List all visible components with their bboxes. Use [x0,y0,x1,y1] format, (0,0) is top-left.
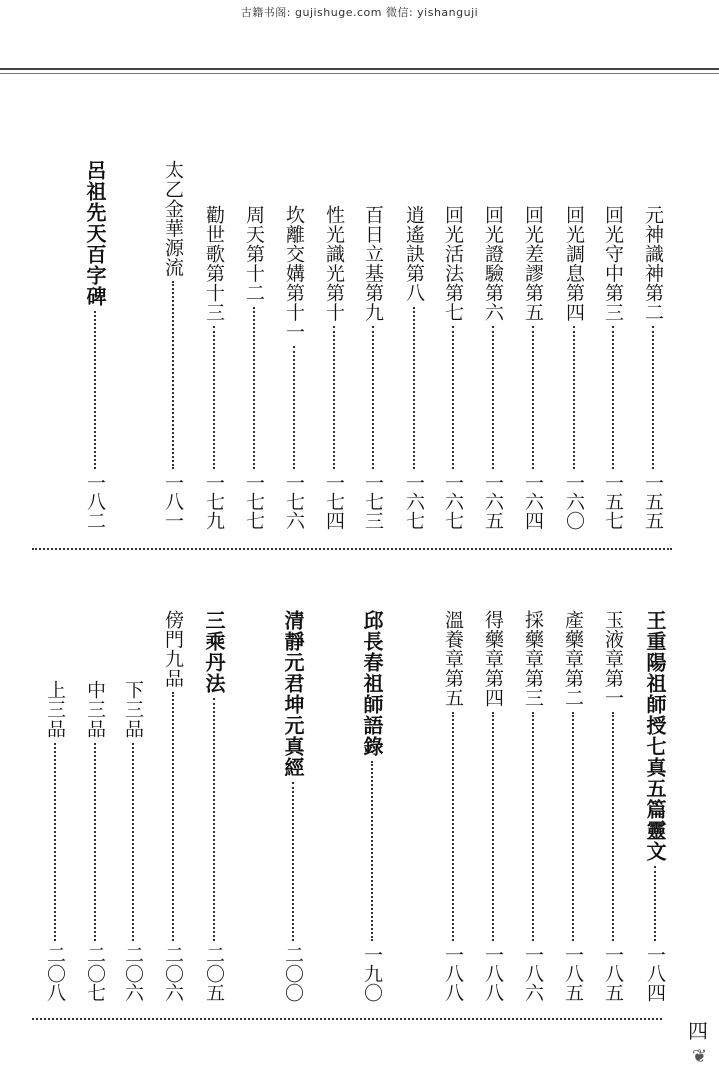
toc-entry-page: 二〇六 [122,945,144,1002]
toc-leader-dots [333,326,335,469]
toc-leader-dots [54,743,56,942]
toc-entry-title: 回光活法第七 [442,205,464,322]
toc-leader-dots [372,326,374,469]
toc-entry [322,205,346,530]
toc-leader-dots [172,281,174,469]
toc-leader-dots [573,326,575,469]
toc-entry [561,610,585,1002]
toc-entry-page: 一七七 [243,473,265,530]
toc-entry-title: 太乙金華源流 [162,160,184,277]
toc-entry-title: 溫養章第五 [442,610,464,708]
toc-entry-title: 清靜元君坤元真經 [281,610,305,778]
toc-leader-dots [94,743,96,942]
toc-entry-title: 坎離交媾第十一 [283,205,305,342]
toc-entry [481,610,505,1002]
toc-leader-dots [213,698,215,941]
toc-entry-page: 一八八 [442,945,464,1002]
toc-entry-title: 下三品 [122,680,144,739]
toc-leader-dots [532,712,534,942]
toc-entry-page: 一八二 [84,473,106,530]
toc-leader-dots [172,692,174,941]
toc-leader-dots [612,712,614,942]
toc-leader-dots [371,761,373,941]
toc-entry [121,680,145,1002]
header-rule [0,68,719,70]
toc-entry [601,610,625,1002]
toc-entry [161,160,185,530]
toc-entry [282,205,306,530]
toc-leader-dots [452,326,454,469]
toc-entry-page: 一六五 [482,473,504,530]
toc-entry-page: 一五七 [602,473,624,530]
toc-entry-title: 採藥章第三 [522,610,544,708]
toc-entry-page: 一七四 [323,473,345,530]
toc-entry-title: 三乘丹法 [202,610,226,694]
toc-entry [83,680,107,1002]
toc-entry-title: 玉液章第一 [602,610,624,708]
toc-leader-dots [132,743,134,942]
toc-entry-title: 產藥章第二 [562,610,584,708]
toc-entry-title: 周天第十二 [243,205,265,303]
toc-entry [521,205,545,530]
toc-leader-dots [532,326,534,469]
toc-entry [202,205,226,530]
toc-entry [441,205,465,530]
toc-entry-page: 一六七 [442,473,464,530]
watermark-text: 古籍书阁: gujishuge.com 微信: yishanguji [240,6,479,19]
toc-entry-page: 一五五 [642,473,664,530]
header-rule-thin [0,73,719,74]
toc-entry-page: 一六七 [403,473,425,530]
toc-entry [601,205,625,530]
toc-entry-page: 一六〇 [563,473,585,530]
toc-entry [361,205,385,530]
toc-entry-page: 二〇七 [84,945,106,1002]
toc-entry-title: 得藥章第四 [482,610,504,708]
toc-leader-dots [572,712,574,942]
toc-entry [521,610,545,1002]
toc-entry-title: 元神識神第二 [642,205,664,322]
toc-entry [161,610,185,1002]
toc-entry-title: 中三品 [84,680,106,739]
toc-entry-title: 邱長春祖師語錄 [360,610,384,757]
toc-leader-dots [492,712,494,942]
toc-entry-page: 一六四 [522,473,544,530]
toc-leader-dots [94,311,96,469]
toc-entry-title: 勸世歌第十三 [203,205,225,322]
toc-entry [242,205,266,530]
toc-leader-dots [293,346,295,470]
toc-entry-page: 一八五 [602,945,624,1002]
toc-leader-dots [652,326,654,469]
toc-leader-dots [413,307,415,470]
toc-entry-page: 二〇〇 [282,945,304,1002]
toc-entry [281,610,305,1002]
toc-entry-title: 回光守中第三 [602,205,624,322]
footer-divider [32,1018,662,1020]
toc-entry-page: 二〇八 [44,945,66,1002]
toc-leader-dots [213,326,215,469]
toc-entry-title: 回光差謬第五 [522,205,544,322]
toc-entry-page: 一八四 [644,945,666,1002]
toc-entry-title: 回光調息第四 [563,205,585,322]
toc-entry-page: 二〇五 [203,945,225,1002]
toc-leader-dots [612,326,614,469]
toc-entry-title: 性光識光第十 [323,205,345,322]
toc-entry-page: 一八一 [162,473,184,530]
toc-leader-dots [253,307,255,470]
toc-entry-title: 回光證驗第六 [482,205,504,322]
toc-leader-dots [452,712,454,942]
section-divider [32,548,672,550]
toc-entry [83,160,107,530]
toc-entry-title: 呂祖先天百字碑 [83,160,107,307]
toc-entry [43,680,67,1002]
toc-entry [441,610,465,1002]
toc-entry-page: 一七六 [283,473,305,530]
toc-entry [481,205,505,530]
toc-leader-dots [492,326,494,469]
scroll-ornament-icon: ❦ [692,1046,708,1067]
toc-entry-page: 一八八 [482,945,504,1002]
toc-entry-title: 百日立基第九 [362,205,384,322]
toc-entry-page: 一八五 [562,945,584,1002]
toc-entry-page: 二〇六 [162,945,184,1002]
toc-leader-dots [654,866,656,941]
toc-entry [641,205,665,530]
toc-entry-page: 一九〇 [361,945,383,1002]
toc-entry [643,610,667,1002]
toc-entry [360,610,384,1002]
toc-entry [402,205,426,530]
toc-entry-title: 逍遙訣第八 [403,205,425,303]
toc-entry-page: 一七三 [362,473,384,530]
toc-entry-title: 傍門九品 [162,610,184,688]
toc-entry-title: 上三品 [44,680,66,739]
toc-entry [562,205,586,530]
toc-entry-title: 王重陽祖師授七真五篇靈文 [643,610,667,862]
toc-entry-page: 一七九 [203,473,225,530]
toc-leader-dots [292,782,294,941]
toc-entry [202,610,226,1002]
page-folio: 四 [688,1019,708,1043]
toc-entry-page: 一八六 [522,945,544,1002]
